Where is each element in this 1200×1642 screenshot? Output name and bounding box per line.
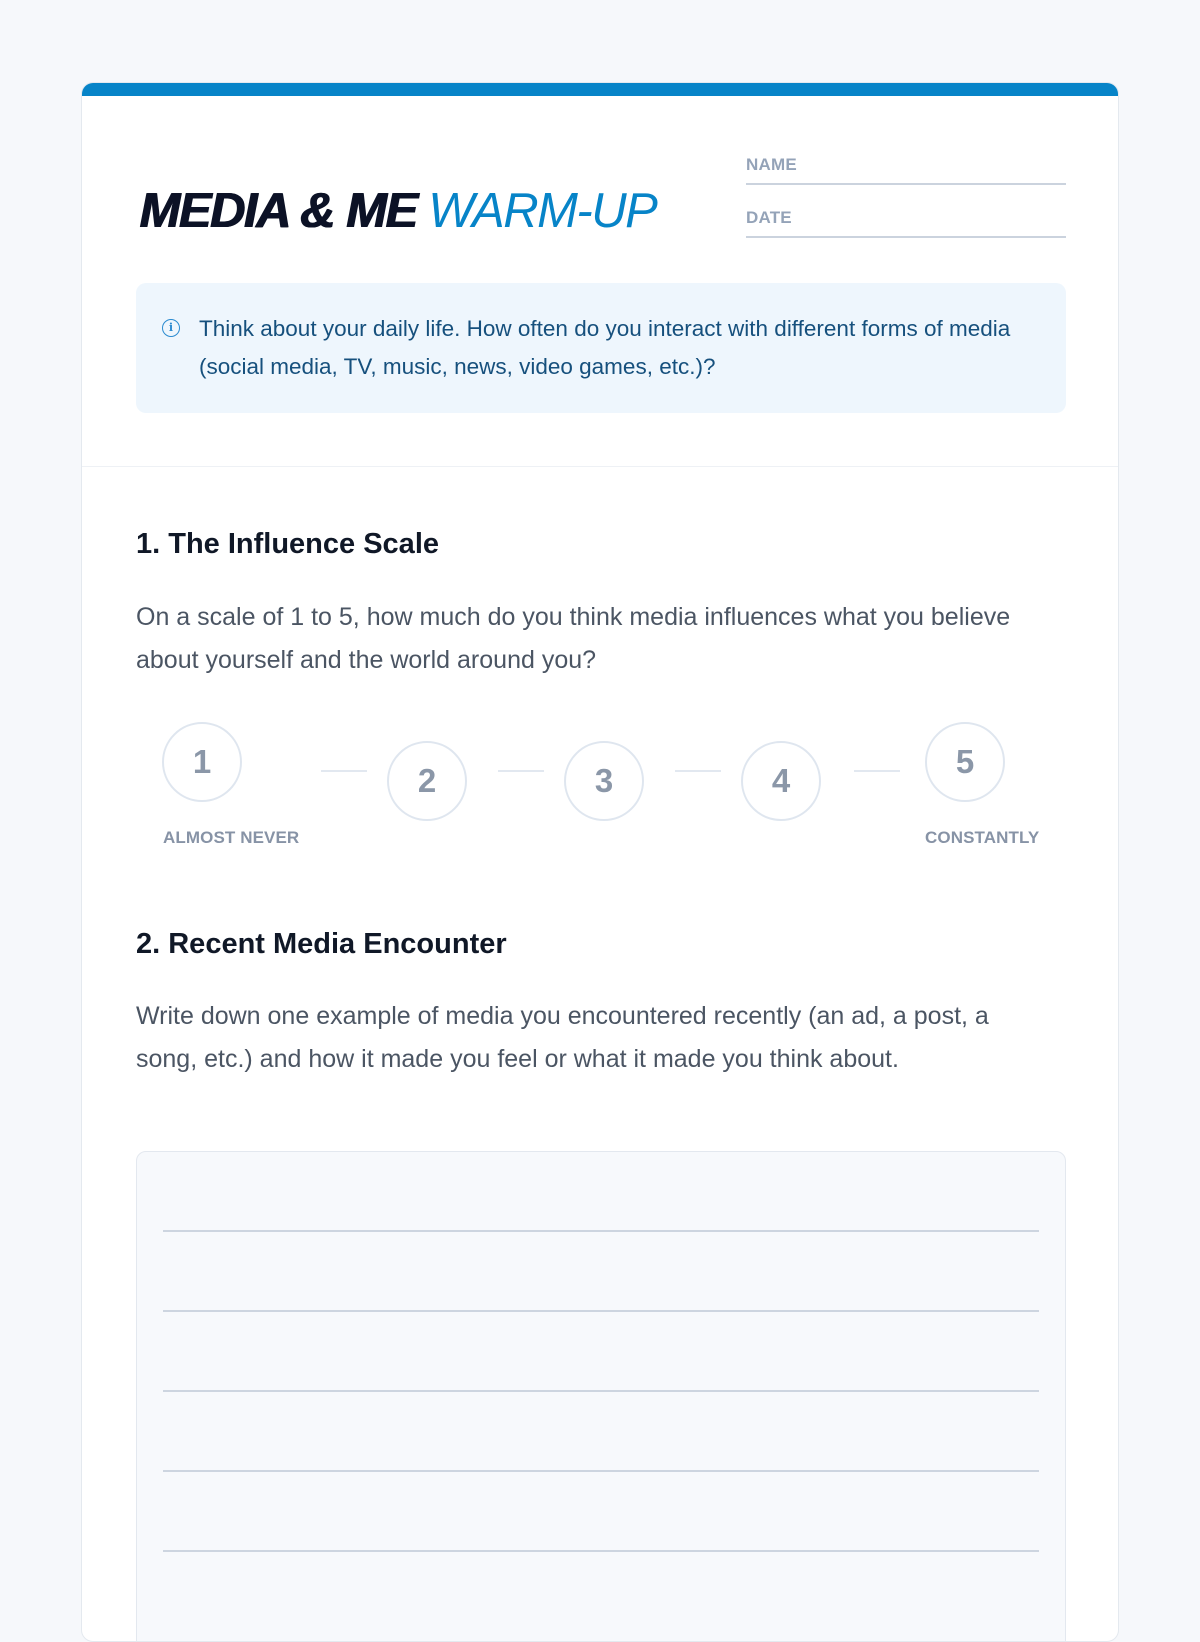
- scale-connector: [321, 770, 367, 772]
- answer-line: [163, 1390, 1039, 1392]
- accent-top-bar: [82, 83, 1118, 96]
- scale-option-4[interactable]: 4: [741, 741, 821, 821]
- title-accent: WARM-UP: [428, 184, 657, 238]
- date-label: DATE: [746, 208, 792, 227]
- info-callout: [136, 283, 1066, 413]
- scale-option-2[interactable]: 2: [387, 741, 467, 821]
- answer-area[interactable]: [136, 1151, 1066, 1642]
- answer-line: [163, 1550, 1039, 1552]
- date-field[interactable]: [746, 208, 1066, 238]
- scale-connector: [498, 770, 544, 772]
- name-field[interactable]: [746, 155, 1066, 185]
- title-bold: MEDIA & ME: [139, 184, 417, 238]
- scale-low-label: ALMOST NEVER: [163, 828, 300, 847]
- scale-option-1[interactable]: 1: [162, 722, 242, 802]
- info-icon: i: [162, 319, 180, 337]
- section-1-title: 1. The Influence Scale: [136, 528, 439, 560]
- scale-high-label: CONSTANTLY: [925, 828, 1040, 847]
- scale-connector: [854, 770, 900, 772]
- answer-line: [163, 1310, 1039, 1312]
- section-2-prompt: Write down one example of media you encountered recently (an ad, a post, a song, etc.) and how it made you feel or what it made you think about.: [136, 1002, 989, 1073]
- scale-connector: [675, 770, 721, 772]
- answer-line: [163, 1230, 1039, 1232]
- scale-option-5[interactable]: 5: [925, 722, 1005, 802]
- section-1-prompt: On a scale of 1 to 5, how much do you think media influences what you believe about yourself and the world around you?: [136, 603, 1011, 674]
- worksheet-card: [81, 82, 1119, 1642]
- info-text: Think about your daily life. How often do you interact with different forms of media (social media, TV, music, news, video games, etc.)?: [199, 316, 1011, 379]
- section-divider: [82, 466, 1118, 467]
- name-label: NAME: [746, 155, 797, 174]
- section-2-title: 2. Recent Media Encounter: [136, 928, 507, 960]
- worksheet-title: [139, 181, 656, 241]
- answer-line: [163, 1470, 1039, 1472]
- scale-option-3[interactable]: 3: [564, 741, 644, 821]
